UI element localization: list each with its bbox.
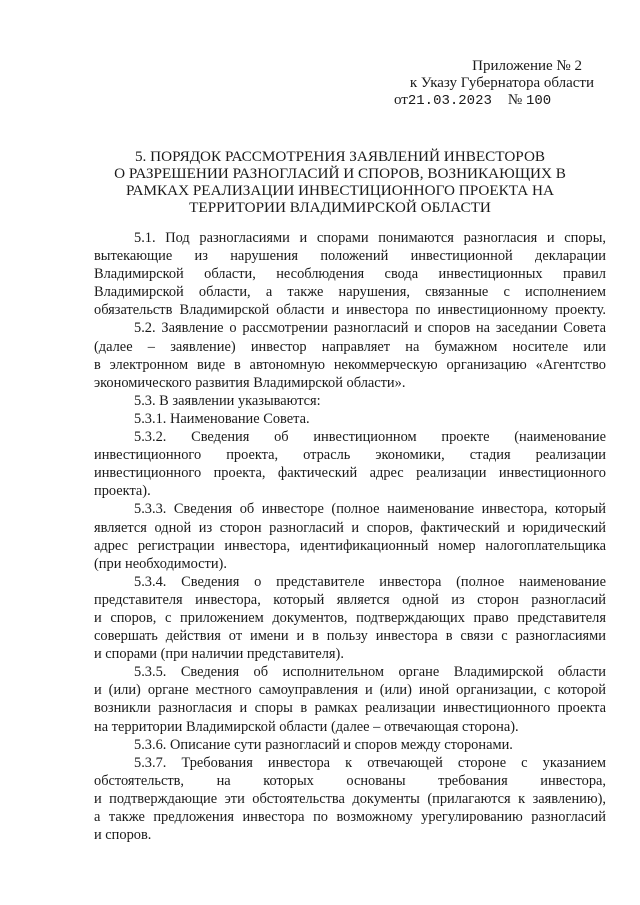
text-line: совершать действия от имени и в пользу инвестора в связи с разногласиями — [94, 628, 606, 645]
text-line: и (или) органе местного самоуправления и (или) иной организации, с которой — [94, 682, 606, 699]
text-line: 5.3.4. Сведения о представителе инвестора (полное наименование — [134, 573, 606, 590]
text-line: вытекающие из нарушения положений инвестиционной декларации — [94, 248, 606, 265]
text-line: Владимирской области, несоблюдения свода инвестиционных правил — [94, 266, 606, 283]
text-line: возникли разногласия и споры в рамках реализации инвестиционного проекта — [94, 700, 606, 717]
title-line: 5. ПОРЯДОК РАССМОТРЕНИЯ ЗАЯВЛЕНИЙ ИНВЕСТОРОВ — [134, 148, 546, 165]
text-line: 5.2. Заявление о рассмотрении разногласий и споров на заседании Совета — [134, 320, 606, 337]
text-line: обязательств Владимирской области и инвестора по инвестиционному проекту. — [94, 302, 606, 319]
text-line: (при необходимости). — [94, 555, 227, 572]
section-title — [80, 148, 600, 216]
title-line: РАМКАХ РЕАЛИЗАЦИИ ИНВЕСТИЦИОННОГО ПРОЕКТА НА — [126, 182, 554, 199]
appendix-decree: к Указу Губернатора области — [409, 75, 594, 91]
document-body — [94, 229, 606, 844]
text-line: в электронном виде в автономную некоммерческую организацию «Агентство — [94, 356, 606, 373]
text-line: 5.3.5. Сведения об исполнительном органе Владимирской области — [134, 664, 606, 681]
title-line: О РАЗРЕШЕНИИ РАЗНОГЛАСИЙ И СПОРОВ, ВОЗНИКАЮЩИХ В — [114, 165, 566, 182]
text-line: проекта). — [94, 483, 151, 500]
text-line: адрес регистрации инвестора, идентификационный номер налогоплательщика — [94, 537, 606, 554]
text-line: представителя инвестора, который является одной из сторон разногласий — [94, 591, 606, 608]
decree-date: 21.03.2023 — [407, 93, 492, 109]
text-line: инвестиционного проекта, отрасль экономики, стадия реализации — [94, 447, 606, 464]
from-label: от — [394, 92, 408, 108]
appendix-number: Приложение № 2 — [472, 58, 582, 74]
text-line: и подтверждающие эти обстоятельства документы (прилагаются к заявлению), — [94, 790, 606, 807]
text-line: на территории Владимирской области (далее – отвечающая сторона). — [94, 718, 519, 735]
text-line: обстоятельств, на которых основаны требования инвестора, — [94, 772, 606, 789]
text-line: 5.3.2. Сведения об инвестиционном проекте (наименование — [134, 429, 606, 446]
text-line: 5.3. В заявлении указываются: — [134, 392, 321, 409]
decree-number: 100 — [525, 93, 552, 109]
appendix-header — [394, 58, 594, 110]
text-line: экономического развития Владимирской области». — [94, 374, 406, 391]
appendix-date-line — [394, 92, 594, 110]
text-line: инвестиционного проекта, фактический адрес реализации инвестиционного — [94, 465, 606, 482]
text-line: 5.3.6. Описание сути разногласий и споров между сторонами. — [134, 736, 513, 753]
text-line: и споров, с приложением документов, подтверждающих право представителя — [94, 609, 606, 626]
number-label: № — [507, 92, 523, 108]
text-line: 5.1. Под разногласиями и спорами понимаются разногласия и споры, — [134, 230, 606, 246]
text-line: является одной из сторон разногласий и споров, фактический и юридический — [94, 519, 606, 536]
title-line: ТЕРРИТОРИИ ВЛАДИМИРСКОЙ ОБЛАСТИ — [189, 199, 491, 216]
text-line: Владимирской области, а также нарушения, связанные с исполнением — [94, 284, 606, 301]
text-line: и споров. — [94, 827, 152, 844]
text-line: а также предложения инвестора по возможному урегулированию разногласий — [94, 809, 606, 825]
text-line: 5.3.1. Наименование Совета. — [134, 410, 310, 427]
text-line: 5.3.7. Требования инвестора к отвечающей стороне с указанием — [134, 754, 606, 771]
text-line: и спорами (при наличии представителя). — [94, 646, 344, 663]
text-line: 5.3.3. Сведения об инвесторе (полное наименование инвестора, который — [134, 501, 606, 518]
text-line: (далее – заявление) инвестор направляет на бумажном носителе или — [94, 338, 606, 355]
